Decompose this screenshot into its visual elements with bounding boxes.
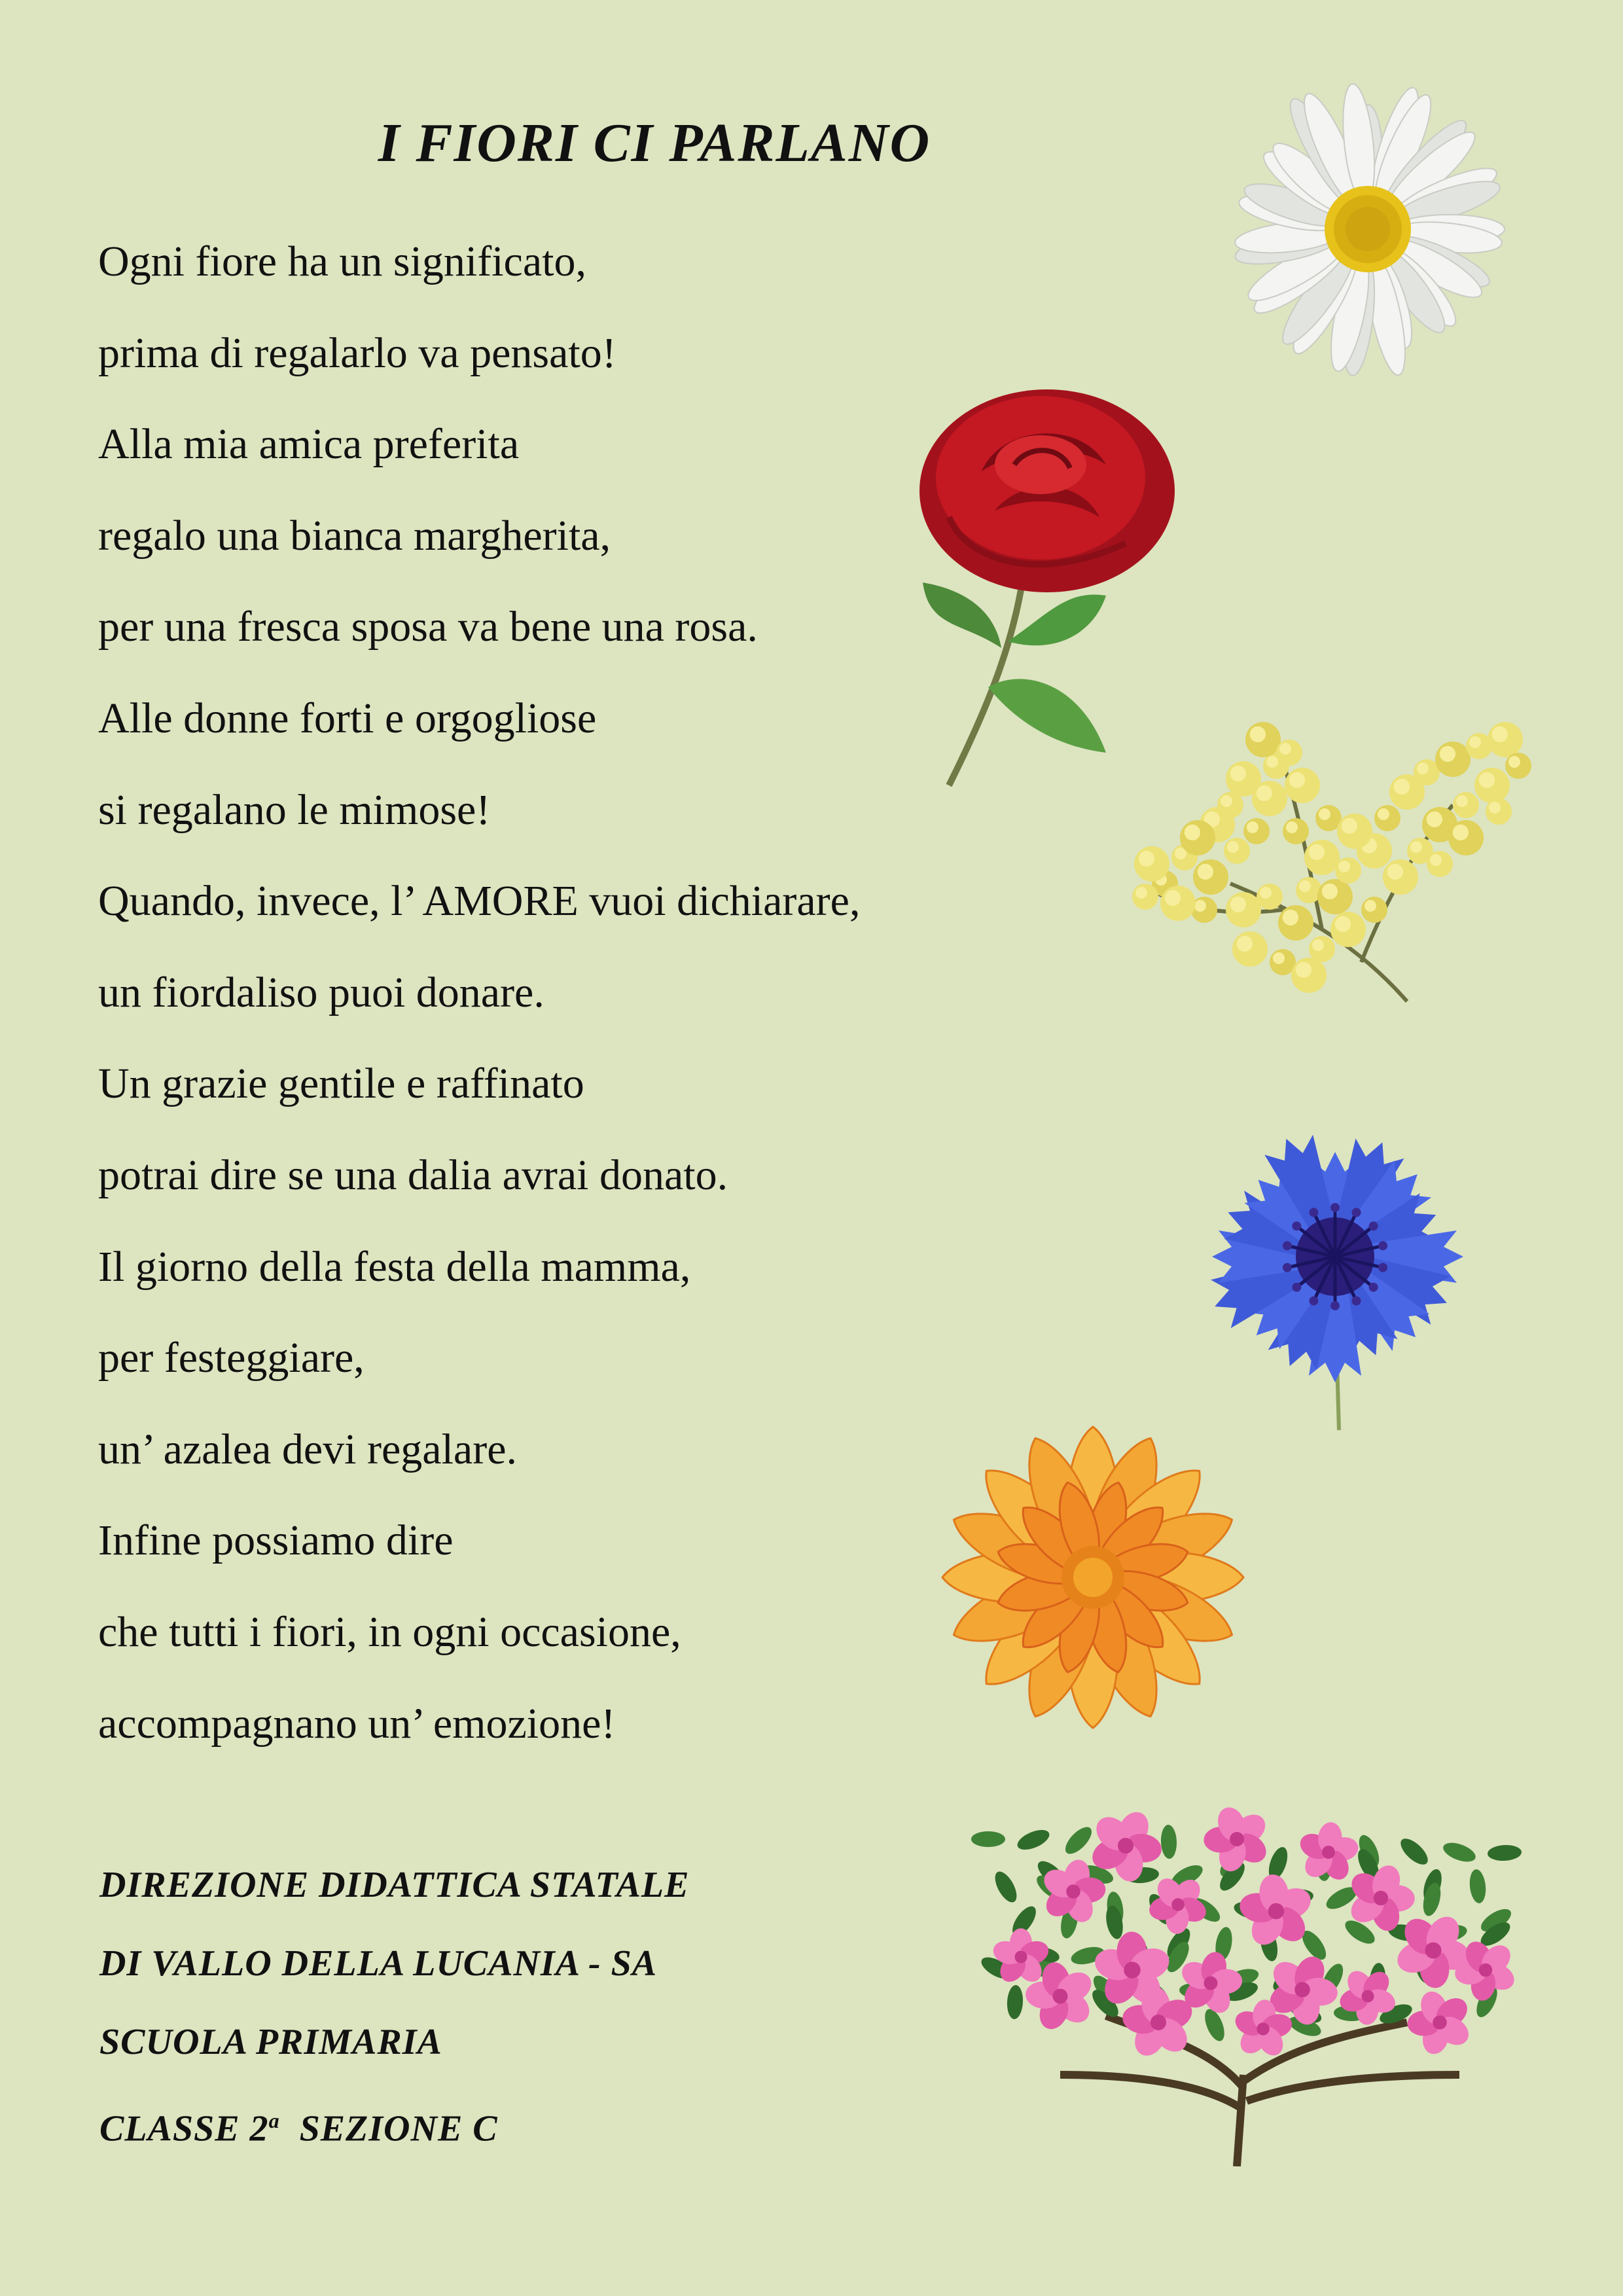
poem-line: Alle donne forti e orgogliose: [98, 694, 597, 742]
poem-line: accompagnano un’ emozione!: [98, 1699, 616, 1748]
poem-body: [98, 229, 1014, 1782]
poem-line: si regalano le mimose!: [98, 785, 491, 834]
cornflower-image: [1191, 1106, 1479, 1433]
poem-line: per una fresca sposa va bene una rosa.: [98, 603, 758, 651]
poem-line: Infine possiamo dire: [98, 1516, 454, 1565]
poem-line: Quando, invece, l’ AMORE vuoi dichiarare,: [98, 877, 861, 925]
credit-line: SCUOLA PRIMARIA: [99, 2022, 442, 2062]
dahlia-image: [916, 1420, 1270, 1734]
credit-line: DI VALLO DELLA LUCANIA - SA: [99, 1943, 658, 1984]
credit-line: DIREZIONE DIDATTICA STATALE: [99, 1865, 690, 1905]
poem-line: Alla mia amica preferita: [98, 420, 520, 469]
daisy-image: [1198, 65, 1538, 393]
school-credits: [99, 1859, 950, 2173]
poem-line: un’ azalea devi regalare.: [98, 1425, 517, 1473]
poem-line: Un grazie gentile e raffinato: [98, 1060, 584, 1108]
poem-line: prima di regalarlo va pensato!: [98, 329, 616, 377]
poem-title: I FIORI CI PARLANO: [378, 113, 931, 173]
poem-line: potrai dire se una dalia avrai donato.: [98, 1151, 728, 1199]
poem-line: che tutti i fiori, in ogni occasione,: [98, 1607, 681, 1656]
credit-line-class: CLASSE 2$^a$ SEZIONE C: [99, 2108, 498, 2149]
azalea-image: [962, 1800, 1531, 2166]
poem-line: Ogni fiore ha un significato,: [98, 238, 586, 285]
poem-line: regalo una bianca margherita,: [98, 511, 611, 560]
poem-line: un fiordaliso puoi donare.: [98, 968, 544, 1016]
poem-line: per festeggiare,: [98, 1334, 365, 1382]
poem-line: Il giorno della festa della mamma,: [98, 1242, 691, 1291]
mimosa-image: [1113, 700, 1538, 1008]
